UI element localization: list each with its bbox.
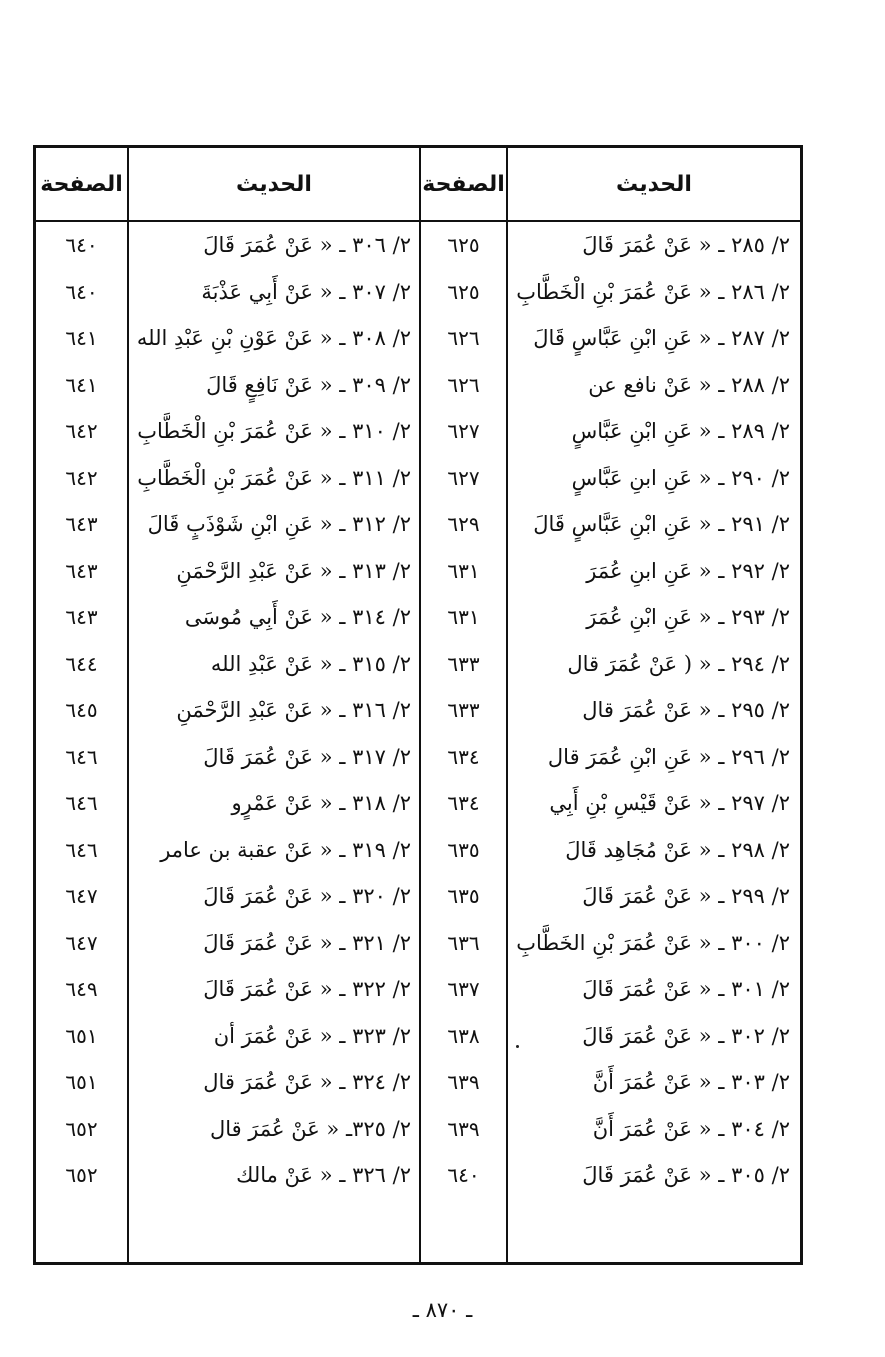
page-ref: ٦٤٩ <box>65 977 98 1001</box>
page-ref: ٦٢٧ <box>447 419 480 443</box>
page-ref: ٦٢٥ <box>447 279 480 304</box>
page-ref: ٦٣٩ <box>447 1116 480 1141</box>
page-ref: ٦٥١ <box>65 1023 98 1048</box>
hadith-entry: ٢/ ٣٢٠ ـ « عَنْ عُمَرَ قَالَ <box>203 884 411 908</box>
hadith-entry: ٢/ ٢٩٣ ـ « عَنِ ابْنِ عُمَرَ <box>586 605 790 629</box>
page-ref: ٦٣٣ <box>447 698 480 722</box>
hadith-entry: ٢/ ٢٨٥ ـ « عَنْ عُمَرَ قَالَ <box>582 233 790 257</box>
hadith-entry: ٢/ ٣٢٢ ـ « عَنْ عُمَرَ قَالَ <box>203 977 411 1001</box>
page-ref: ٦٤٧ <box>65 930 98 955</box>
page-ref: ٦٤٦ <box>65 837 98 862</box>
page-ref: ٦٤٠ <box>65 279 98 304</box>
hadith-entry: ٢/ ٢٩٤ ـ « ( عَنْ عُمَرَ قال <box>567 651 790 676</box>
hadith-entry: ٢/ ٣١٥ ـ « عَنْ عَبْدِ الله <box>210 651 411 676</box>
page-ref: ٦٣٥ <box>447 837 480 862</box>
column-divider <box>127 148 129 1262</box>
hadith-entry: ٢/ ٣١٣ ـ « عَنْ عَبْدِ الرَّحْمَنِ <box>176 558 411 583</box>
page-ref: ٦٤٣ <box>65 558 98 583</box>
hadith-entry: ٢/ ٣٠٠ ـ « عَنْ عُمَرَ بْنِ الخَطَّابِ <box>516 930 790 955</box>
hadith-entry: ٢/ ٣٠١ ـ « عَنْ عُمَرَ قَالَ <box>582 977 790 1001</box>
header-page-left: الصفحة <box>40 172 123 197</box>
page-ref: ٦٥٢ <box>65 1116 98 1141</box>
page-ref: ٦٢٥ <box>447 233 480 257</box>
hadith-entry: ٢/ ٢٩١ ـ « عَنِ ابْنِ عَبَّاسٍ قَالَ <box>533 512 790 536</box>
header-hadith-right: الحديث <box>616 172 692 197</box>
header-page-right: الصفحة <box>422 172 505 197</box>
hadith-entry: ٢/ ٣٢١ ـ « عَنْ عُمَرَ قَالَ <box>203 930 411 955</box>
hadith-entry: ٢/ ٢٩٧ ـ « عَنْ قَيْسِ بْنِ أَبِي <box>549 791 790 815</box>
hadith-entry: ٢/ ٣٢٤ ـ « عَنْ عُمَرَ قال <box>203 1070 411 1094</box>
page-ref: ٦٣٤ <box>447 791 480 815</box>
hadith-entry: ٢/ ٣٠٨ ـ « عَنْ عَوْنِ بْنِ عَبْدِ الله <box>136 326 411 350</box>
page-ref: ٦٤٢ <box>65 419 98 443</box>
page-ref: ٦٤٢ <box>65 465 98 490</box>
hadith-entry: ٢/ ٣١١ ـ « عَنْ عُمَرَ بْنِ الْخَطَّابِ <box>137 465 411 490</box>
page-ref: ٦٤٦ <box>65 744 98 769</box>
hadith-entry: ٢/ ٣٠٢ ـ « عَنْ عُمَرَ قَالَ <box>582 1023 790 1048</box>
header-hadith-left: الحديث <box>236 172 312 197</box>
hadith-entry: ٢/ ٢٨٨ ـ « عَنْ نافع عن <box>588 372 790 397</box>
hadith-entry: ٢/ ٢٩٢ ـ « عَنِ ابنِ عُمَرَ <box>586 558 790 583</box>
hadith-entry: ٢/ ٢٨٦ ـ « عَنْ عُمَرَ بْنِ الْخَطَّابِ <box>516 279 790 304</box>
hadith-entry: ٢/ ٢٩٦ ـ « عَنِ ابْنِ عُمَرَ قال <box>547 744 790 769</box>
page-ref: ٦٣٥ <box>447 884 480 908</box>
page-number: ـ ٨٧٠ ـ <box>412 1298 473 1322</box>
page-ref: ٦٥٢ <box>65 1163 98 1187</box>
hadith-entry: ٢/ ٣٠٥ ـ « عَنْ عُمَرَ قَالَ <box>582 1163 790 1187</box>
hadith-entry: ٢/ ٢٩٥ ـ « عَنْ عُمَرَ قال <box>582 698 790 722</box>
hadith-entry: ٢/ ٣٠٦ ـ « عَنْ عُمَرَ قَالَ <box>203 233 411 257</box>
index-table <box>33 145 803 1265</box>
hadith-entry: ٢/ ٣١٩ ـ « عَنْ عقبة بن عامر <box>160 837 411 862</box>
page-ref: ٦٤٦ <box>65 791 98 815</box>
hadith-entry: ٢/ ٣١٠ ـ « عَنْ عُمَرَ بْنِ الْخَطَّابِ <box>137 419 411 443</box>
page-ref: ٦٤٠ <box>447 1163 480 1187</box>
hadith-entry: ٢/ ٣١٦ ـ « عَنْ عَبْدِ الرَّحْمَنِ <box>176 698 411 722</box>
page-ref: ٦٣٨ <box>447 1023 480 1048</box>
page-ref: ٦٤٣ <box>65 512 98 536</box>
page-ref: ٦٣١ <box>447 605 480 629</box>
page-ref: ٦٤٤ <box>65 651 98 676</box>
page-ref: ٦٢٦ <box>447 372 480 397</box>
page-ref: ٦٢٦ <box>447 326 480 350</box>
page-ref: ٦٤٣ <box>65 605 98 629</box>
page-ref: ٦٣٤ <box>447 744 480 769</box>
hadith-entry: ٢/ ٢٨٩ ـ « عَنِ ابْنِ عَبَّاسٍ <box>571 419 790 443</box>
hadith-entry: ٢/ ٣٠٣ ـ « عَنْ عُمَرَ أَنَّ <box>592 1070 790 1094</box>
page-ref: ٦٣٦ <box>447 930 480 955</box>
stray-mark <box>516 1045 519 1048</box>
hadith-entry: ٢/ ٣٠٧ ـ « عَنْ أَبِي عَذْبَةَ <box>201 279 411 304</box>
page-ref: ٦٣١ <box>447 558 480 583</box>
page-ref: ٦٣٣ <box>447 651 480 676</box>
hadith-entry: ٢/ ٣٢٣ ـ « عَنْ عُمَرَ أن <box>213 1023 411 1048</box>
page-ref: ٦٢٩ <box>447 512 480 536</box>
hadith-entry: ٢/ ٣٠٩ ـ « عَنْ نَافِعٍ قَالَ <box>206 372 411 397</box>
page-ref: ٦٥١ <box>65 1070 98 1094</box>
hadith-entry: ٢/ ٢٩٨ ـ « عَنْ مُجَاهِد قَالَ <box>565 837 790 862</box>
hadith-entry: ٢/ ٣٢٦ ـ « عَنْ مالك <box>236 1163 411 1187</box>
hadith-entry: ٢/ ٣١٧ ـ « عَنْ عُمَرَ قَالَ <box>203 744 411 769</box>
page-ref: ٦٤٧ <box>65 884 98 908</box>
page-ref: ٦٢٧ <box>447 465 480 490</box>
hadith-entry: ٢/ ٢٩٩ ـ « عَنْ عُمَرَ قَالَ <box>582 884 790 908</box>
page-ref: ٦٣٧ <box>447 977 480 1001</box>
page-ref: ٦٤١ <box>65 372 98 397</box>
page-ref: ٦٣٩ <box>447 1070 480 1094</box>
hadith-entry: ٢/ ٢٨٧ ـ « عَنِ ابْنِ عَبَّاسٍ قَالَ <box>533 326 790 350</box>
hadith-entry: ٢/ ٣١٢ ـ « عَنِ ابْنِ شَوْذَبٍ قَالَ <box>147 512 411 536</box>
hadith-entry: ٢/ ٣١٤ ـ « عَنْ أَبِي مُوسَى <box>184 605 411 629</box>
page-ref: ٦٤٠ <box>65 233 98 257</box>
column-divider <box>506 148 508 1262</box>
hadith-entry: ٢/ ٣٢٥ـ « عَنْ عُمَرَ قال <box>209 1116 411 1141</box>
page-ref: ٦٤٥ <box>65 698 98 722</box>
hadith-entry: ٢/ ٣٠٤ ـ « عَنْ عُمَرَ أَنَّ <box>592 1116 790 1141</box>
page-ref: ٦٤١ <box>65 326 98 350</box>
hadith-entry: ٢/ ٣١٨ ـ « عَنْ عَمْرٍو <box>231 791 411 815</box>
hadith-entry: ٢/ ٢٩٠ ـ « عَنِ ابنِ عَبَّاسٍ <box>571 465 790 490</box>
